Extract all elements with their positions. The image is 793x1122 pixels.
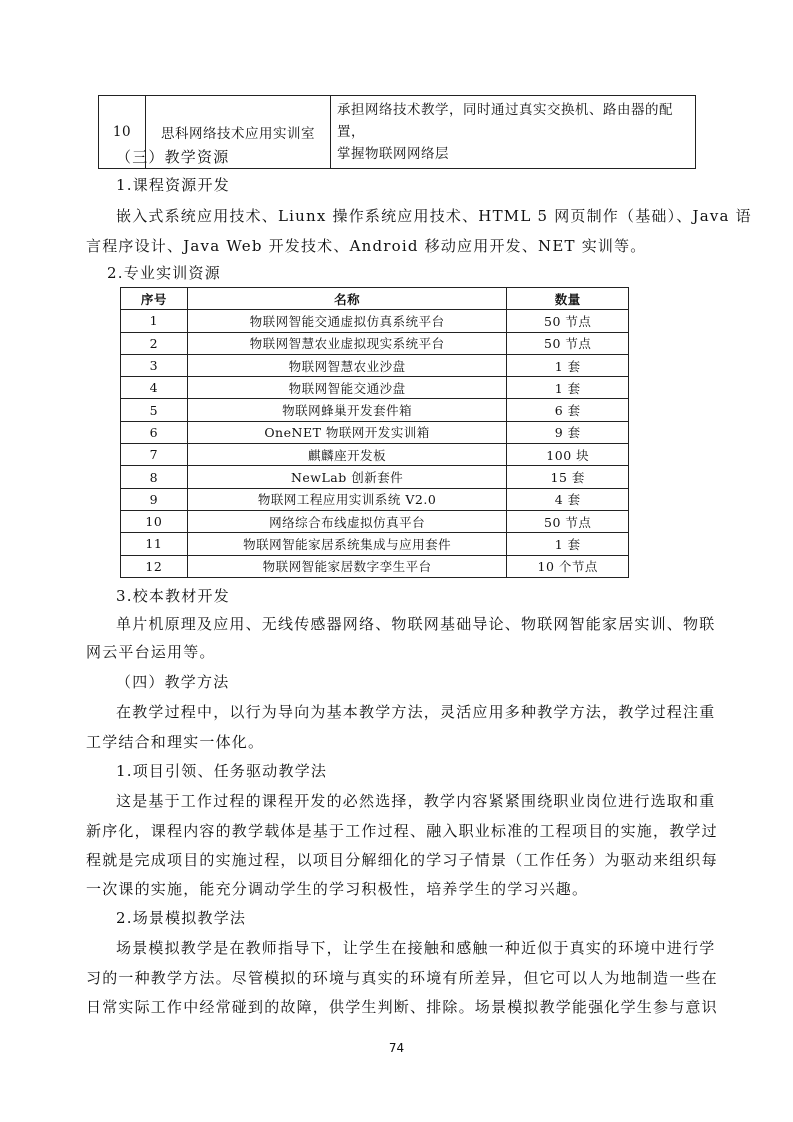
resource-name: NewLab 创新套件: [187, 466, 507, 488]
row-number: 9: [121, 488, 188, 510]
paragraph-line: 习的一种教学方法。尽管模拟的环境与真实的环境有所差异，但它可以人为地制造一些在: [86, 969, 718, 987]
resource-quantity: 4 套: [507, 488, 629, 510]
sub-heading: 2.专业实训资源: [107, 264, 221, 282]
table-row: [121, 377, 629, 399]
lab-desc-line: 承担网络技术教学，同时通过真实交换机、路由器的配置，: [337, 102, 673, 140]
resource-name: 网络综合布线虚拟仿真平台: [187, 510, 507, 532]
table-row: [121, 555, 629, 577]
row-number: 5: [121, 399, 188, 421]
row-number: 12: [121, 555, 188, 577]
resource-quantity: 50 节点: [507, 310, 629, 332]
table-header-row: [121, 288, 629, 310]
paragraph-line: 在教学过程中，以行为导向为基本教学方法，灵活应用多种教学方法，教学过程注重: [116, 703, 716, 721]
table-row: [121, 533, 629, 555]
table-row: [121, 488, 629, 510]
resource-name: 物联网工程应用实训系统 V2.0: [187, 488, 507, 510]
resource-name: 物联网智慧农业虚拟现实系统平台: [187, 332, 507, 354]
resource-name: OneNET 物联网开发实训箱: [187, 421, 507, 443]
resource-quantity: 50 节点: [507, 332, 629, 354]
row-number: 7: [121, 444, 188, 466]
paragraph-line: 嵌入式系统应用技术、Liunx 操作系统应用技术、HTML 5 网页制作（基础）、Java 语: [116, 207, 752, 225]
row-number: 6: [121, 421, 188, 443]
resource-name: 物联网智慧农业沙盘: [187, 354, 507, 376]
table-row: [121, 466, 629, 488]
row-number: 3: [121, 354, 188, 376]
row-number: 11: [121, 533, 188, 555]
table-row: [121, 444, 629, 466]
row-number: 10: [121, 510, 188, 532]
row-number: 4: [121, 377, 188, 399]
resource-name: 物联网智能交通虚拟仿真系统平台: [187, 310, 507, 332]
table-row: [121, 354, 629, 376]
table-row: [121, 332, 629, 354]
paragraph-line: 场景模拟教学是在教师指导下，让学生在接触和感触一种近似于真实的环境中进行学: [116, 939, 716, 957]
resource-quantity: 1 套: [507, 354, 629, 376]
section-heading: （四）教学方法: [116, 673, 230, 691]
row-number: 8: [121, 466, 188, 488]
lab-no: 10: [99, 96, 146, 169]
resource-quantity: 15 套: [507, 466, 629, 488]
table-row: [121, 310, 629, 332]
lab-desc-line: 掌握物联网网络层: [337, 146, 449, 162]
paragraph-line: 言程序设计、Java Web 开发技术、Android 移动应用开发、NET 实训等。: [86, 237, 647, 255]
resource-quantity: 1 套: [507, 533, 629, 555]
paragraph-line: 工学结合和理实一体化。: [86, 733, 265, 751]
resource-name: 物联网蜂巢开发套件箱: [187, 399, 507, 421]
resource-name: 麒麟座开发板: [187, 444, 507, 466]
paragraph-line: 日常实际工作中经常碰到的故障，供学生判断、排除。场景模拟教学能强化学生参与意识: [86, 998, 718, 1016]
row-number: 2: [121, 332, 188, 354]
paragraph-line: 网云平台运用等。: [86, 643, 216, 661]
resource-table: [120, 287, 629, 578]
paragraph-line: 程就是完成项目的实施过程，以项目分解细化的学习子情景（工作任务）为驱动来组织每: [86, 851, 718, 869]
resource-name: 物联网智能家居系统集成与应用套件: [187, 533, 507, 555]
section-heading: （三）教学资源: [116, 148, 230, 166]
resource-quantity: 10 个节点: [507, 555, 629, 577]
lab-name: 思科网络技术应用实训室: [146, 96, 331, 169]
lab-desc: [331, 96, 696, 169]
paragraph-line: 一次课的实施，能充分调动学生的学习积极性，培养学生的学习兴趣。: [86, 880, 589, 898]
row-number: 1: [121, 310, 188, 332]
sub-heading: 3.校本教材开发: [116, 587, 230, 605]
paragraph-line: 这是基于工作过程的课程开发的必然选择，教学内容紧紧围绕职业岗位进行选取和重: [116, 792, 716, 810]
sub-heading: 1.项目引领、任务驱动教学法: [116, 762, 328, 780]
col-header: 序号: [121, 288, 188, 310]
table-row: [121, 399, 629, 421]
page-number: 74: [388, 1041, 405, 1055]
resource-quantity: 9 套: [507, 421, 629, 443]
resource-name: 物联网智能交通沙盘: [187, 377, 507, 399]
sub-heading: 1.课程资源开发: [116, 176, 230, 194]
resource-quantity: 6 套: [507, 399, 629, 421]
table-row: [121, 421, 629, 443]
paragraph-line: 单片机原理及应用、无线传感器网络、物联网基础导论、物联网智能家居实训、物联: [116, 615, 716, 633]
resource-quantity: 1 套: [507, 377, 629, 399]
col-header: 名称: [187, 288, 507, 310]
resource-quantity: 100 块: [507, 444, 629, 466]
resource-name: 物联网智能家居数字孪生平台: [187, 555, 507, 577]
col-header: 数量: [507, 288, 629, 310]
table-row: [121, 510, 629, 532]
paragraph-line: 新序化，课程内容的教学载体是基于工作过程、融入职业标准的工程项目的实施，教学过: [86, 822, 718, 840]
resource-table-body: [121, 310, 629, 578]
resource-quantity: 50 节点: [507, 510, 629, 532]
sub-heading: 2.场景模拟教学法: [116, 909, 247, 927]
